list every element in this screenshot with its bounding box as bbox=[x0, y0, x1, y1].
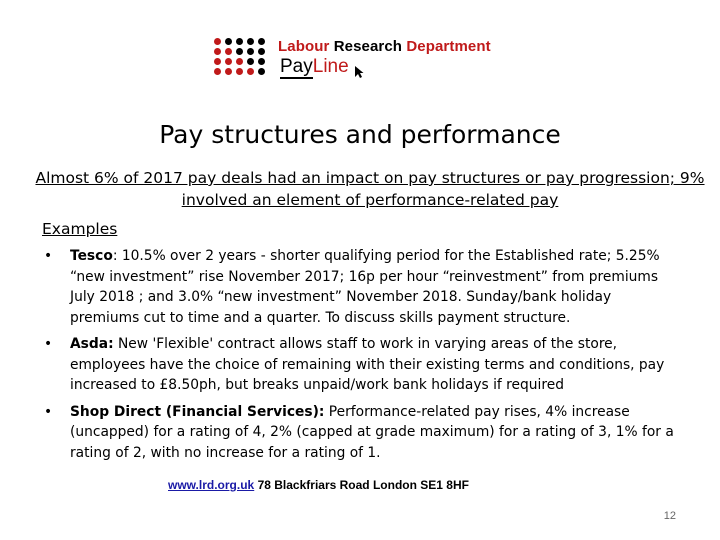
employer-name: Shop Direct (Financial Services): bbox=[70, 403, 325, 420]
slide-subtitle: Almost 6% of 2017 pay deals had an impact on pay structures or pay progression; 9% involved an element of performance-related pay bbox=[35, 169, 705, 209]
dot-grid-icon bbox=[214, 38, 274, 80]
employer-name: Tesco bbox=[70, 248, 113, 264]
logo-dot bbox=[225, 48, 232, 55]
logo-dot bbox=[236, 38, 243, 45]
slide-title: Pay structures and performance bbox=[159, 120, 561, 149]
examples-heading: Examples bbox=[42, 220, 118, 238]
logo-dot bbox=[236, 58, 243, 65]
logo-org-name: Labour Research Department bbox=[278, 38, 491, 55]
list-item bbox=[44, 334, 674, 396]
bullet-icon: • bbox=[44, 248, 53, 264]
website-link[interactable]: www.lrd.org.uk bbox=[168, 478, 255, 492]
examples-list bbox=[44, 246, 674, 469]
employer-name: Asda: bbox=[70, 336, 114, 352]
logo-dot bbox=[258, 38, 265, 45]
logo-dot bbox=[214, 48, 221, 55]
logo-dot bbox=[225, 58, 232, 65]
page-number: 12 bbox=[663, 510, 676, 522]
logo-dot bbox=[236, 68, 243, 75]
bullet-icon: • bbox=[44, 403, 53, 420]
logo-dot bbox=[214, 38, 221, 45]
item-text: Performance-related pay rises, 4% increase (uncapped) for a rating of 4, 2% (capped at grade maximum) for a rating of 3, 1% for a rating of 2, with no increase for a rating of 1. bbox=[70, 403, 674, 461]
address: 78 Blackfriars Road London SE1 8HF bbox=[254, 478, 469, 492]
list-item bbox=[44, 246, 674, 328]
bullet-icon: • bbox=[44, 336, 53, 352]
logo-dot bbox=[225, 38, 232, 45]
cursor-icon bbox=[354, 65, 364, 79]
logo-dot bbox=[236, 48, 243, 55]
list-item bbox=[44, 402, 674, 464]
footer bbox=[168, 478, 469, 492]
logo-dot bbox=[214, 58, 221, 65]
logo-dot bbox=[247, 58, 254, 65]
logo-dot bbox=[247, 48, 254, 55]
logo-dot bbox=[225, 68, 232, 75]
logo-dot bbox=[247, 38, 254, 45]
item-text: New 'Flexible' contract allows staff to work in varying areas of the store, employees have the choice of remaining with their existing terms and conditions, pay increased to £8.50ph, but breaks unpaid/work bank holidays if required bbox=[70, 336, 665, 393]
logo-dot bbox=[258, 48, 265, 55]
logo-dot bbox=[247, 68, 254, 75]
item-text: : 10.5% over 2 years - shorter qualifying period for the Established rate; 5.25% “new investment” rise November 2017; 16p per hour “reinvestment” from premiums July 2018 ; and 3.0% “new investment” November 2018. Sunday/bank holiday premiums cut to time and a quarter. To discuss skills payment structure. bbox=[70, 248, 660, 326]
logo-dot bbox=[258, 58, 265, 65]
logo-dot bbox=[258, 68, 265, 75]
logo-dot bbox=[214, 68, 221, 75]
lrd-logo bbox=[214, 36, 524, 82]
logo-payline: PayLine bbox=[280, 56, 349, 77]
